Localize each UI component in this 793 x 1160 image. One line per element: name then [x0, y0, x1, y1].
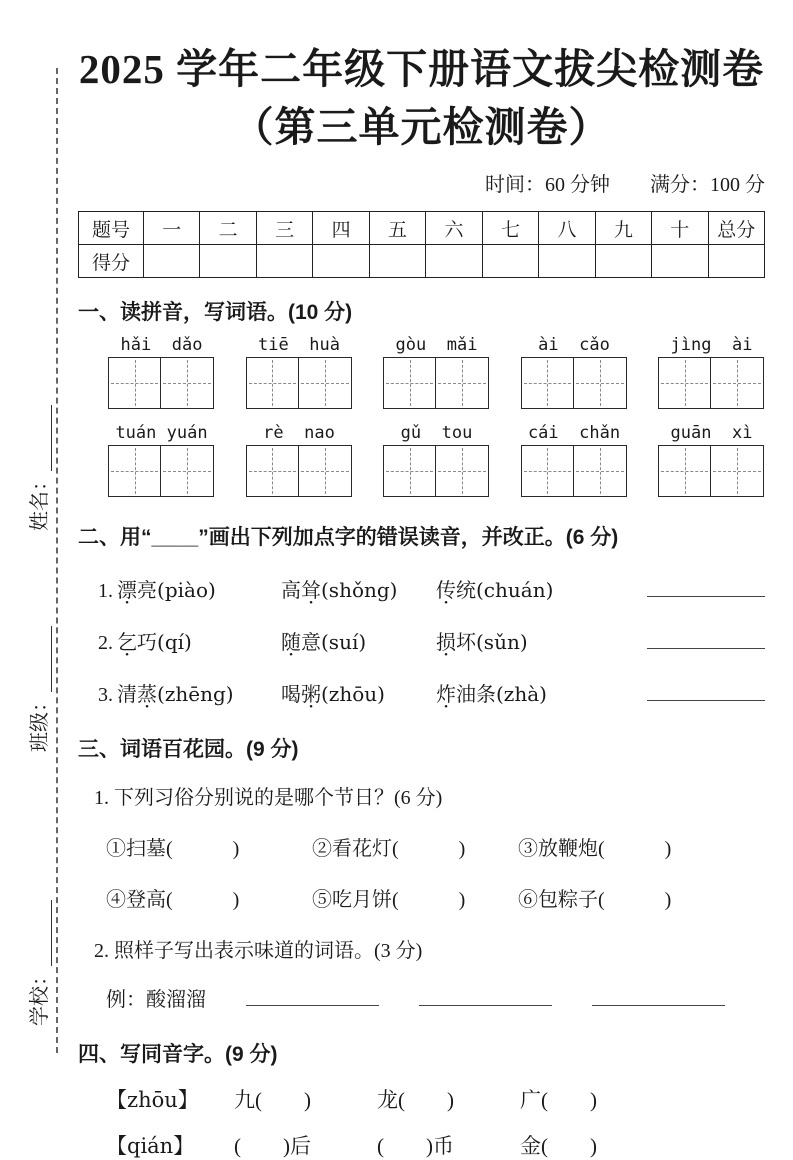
word-entry: 高耸(shǒng) [281, 578, 398, 603]
score-header-cell: 八 [539, 212, 595, 245]
homophone-row-zhou [78, 1084, 765, 1114]
class-fill-line[interactable] [30, 626, 52, 692]
score-entry-cell[interactable] [313, 245, 369, 278]
writing-grid [108, 445, 215, 497]
pinyin-label: guān xì [670, 423, 753, 444]
pinyin-reading: (zhà) [496, 682, 547, 707]
class-field [23, 626, 52, 752]
score-entry-cell[interactable] [144, 245, 200, 278]
dotted-char: 随 [281, 632, 301, 655]
misreading-item-2 [78, 626, 765, 655]
score-header-cell: 四 [313, 212, 369, 245]
score-header-cell: 二 [200, 212, 256, 245]
score-entry-cell[interactable] [256, 245, 312, 278]
score-entry-cell[interactable] [708, 245, 764, 278]
writing-cell[interactable] [521, 357, 574, 409]
score-header-cell: 总分 [708, 212, 764, 245]
pinyin-word-group [108, 335, 215, 409]
writing-cell[interactable] [436, 357, 489, 409]
writing-cell[interactable] [246, 357, 299, 409]
festival-options-row-2 [78, 883, 765, 912]
writing-cell[interactable] [658, 357, 711, 409]
writing-cell[interactable] [299, 357, 352, 409]
word-entry: 喝粥(zhōu) [281, 682, 385, 707]
pinyin-label: hǎi dǎo [120, 335, 203, 356]
homophone-pinyin-label: 【qián】 [106, 1134, 195, 1159]
festival-options-row-1 [78, 832, 765, 861]
word-entry: 损坏(sǔn) [436, 630, 528, 655]
pinyin-word-group [658, 335, 765, 409]
writing-cell[interactable] [383, 357, 436, 409]
school-fill-line[interactable] [30, 900, 52, 966]
writing-cell[interactable] [299, 445, 352, 497]
score-header-cell: 三 [256, 212, 312, 245]
pinyin-reading: (zhēng) [157, 682, 234, 707]
dotted-char: 损 [436, 632, 456, 655]
paper-content [78, 40, 765, 1160]
homophone-item: 广( ) [520, 1088, 597, 1113]
paper-title-line1: 2025 学年二年级下册语文拔尖检测卷 [78, 46, 765, 92]
writing-grid [521, 445, 628, 497]
writing-grid [658, 357, 765, 409]
section-3-question-1: 1. 下列习俗分别说的是哪个节日？(6 分) [94, 787, 443, 810]
correction-blank[interactable] [647, 679, 765, 701]
seal-line [56, 68, 58, 1053]
pinyin-reading: (piào) [157, 578, 216, 603]
festival-option: ③放鞭炮( ) [518, 838, 672, 861]
name-field [23, 405, 52, 531]
item-number: 3. [98, 684, 113, 707]
dotted-char: 炸 [436, 684, 456, 707]
pinyin-reading: (qí) [157, 630, 192, 655]
pinyin-word-group [383, 335, 490, 409]
section-2-heading: 二、用“____”画出下列加点字的错误读音，并改正。(6 分) [78, 526, 619, 550]
taste-words-example-row [78, 983, 765, 1012]
score-header-cell: 十 [652, 212, 708, 245]
writing-grid [383, 357, 490, 409]
score-table-header-row [79, 212, 765, 245]
section-3-heading: 三、词语百花园。(9 分) [78, 738, 299, 762]
dotted-char: 漂 [117, 580, 138, 603]
score-header-cell: 五 [369, 212, 425, 245]
class-label: 班级： [29, 692, 51, 752]
pinyin-word-group [246, 423, 353, 497]
writing-cell[interactable] [161, 357, 214, 409]
score-table-score-row [79, 245, 765, 278]
festival-option: ②看花灯( ) [312, 838, 466, 861]
writing-grid [246, 357, 353, 409]
misreading-item-1 [78, 574, 765, 603]
score-entry-cell[interactable] [369, 245, 425, 278]
time-score-meta: 时间：60 分钟 满分：100 分 [485, 174, 765, 197]
writing-cell[interactable] [574, 357, 627, 409]
correction-blank[interactable] [647, 627, 765, 649]
section-1-heading: 一、读拼音，写词语。(10 分) [78, 301, 353, 325]
score-entry-cell[interactable] [426, 245, 482, 278]
word-entry: 2. 乞巧(qí) [98, 630, 192, 655]
word-entry: 随意(suí) [281, 630, 367, 655]
pinyin-row-1 [78, 335, 765, 409]
word-entry: 传统(chuán) [436, 578, 554, 603]
homophone-row-qian [78, 1130, 765, 1160]
writing-cell[interactable] [711, 357, 764, 409]
dotted-char: 耸 [301, 580, 321, 603]
score-header-cell: 题号 [79, 212, 144, 245]
writing-cell[interactable] [108, 357, 161, 409]
pinyin-label: tuán yuán [115, 423, 208, 444]
item-number: 2. [98, 632, 113, 655]
score-table [78, 211, 765, 278]
pinyin-reading: (chuán) [476, 578, 554, 603]
pinyin-word-group [383, 423, 490, 497]
writing-grid [521, 357, 628, 409]
margin-student-info [10, 338, 52, 1048]
festival-option: ④登高( ) [106, 889, 240, 912]
homophone-pinyin-label: 【zhōu】 [106, 1088, 199, 1113]
pinyin-word-group [658, 423, 765, 497]
score-header-cell: 一 [144, 212, 200, 245]
homophone-item: ( )币 [377, 1134, 454, 1159]
pinyin-label: ài cǎo [538, 335, 610, 356]
dotted-char: 传 [436, 580, 456, 603]
score-entry-cell[interactable] [539, 245, 595, 278]
score-header-cell: 六 [426, 212, 482, 245]
pinyin-reading: (sǔn) [476, 630, 528, 655]
word-entry: 炸油条(zhà) [436, 682, 547, 707]
dotted-char: 粥 [301, 684, 321, 707]
pinyin-word-group [521, 423, 628, 497]
writing-cell[interactable] [521, 445, 574, 497]
writing-cell[interactable] [383, 445, 436, 497]
pinyin-word-group [521, 335, 628, 409]
name-fill-line[interactable] [30, 405, 52, 471]
school-field [23, 900, 52, 1026]
pinyin-label: gòu mǎi [395, 335, 478, 356]
homophone-item: 九( ) [234, 1088, 311, 1113]
pinyin-reading: (shǒng) [321, 578, 398, 603]
writing-grid [108, 357, 215, 409]
correction-blank[interactable] [647, 575, 765, 597]
pinyin-reading: (suí) [321, 630, 367, 655]
pinyin-word-group [246, 335, 353, 409]
writing-cell[interactable] [246, 445, 299, 497]
dotted-char: 乞 [117, 632, 138, 655]
score-entry-cell[interactable] [200, 245, 256, 278]
pinyin-word-group [108, 423, 215, 497]
score-header-cell: 九 [595, 212, 651, 245]
pinyin-label: tiē huà [258, 335, 340, 356]
score-entry-cell[interactable] [482, 245, 538, 278]
festival-option: ⑤吃月饼( ) [312, 889, 466, 912]
answer-blank[interactable] [246, 984, 379, 1006]
writing-cell[interactable] [711, 445, 764, 497]
misreading-item-3 [78, 678, 765, 707]
writing-grid [658, 445, 765, 497]
writing-cell[interactable] [658, 445, 711, 497]
writing-cell[interactable] [436, 445, 489, 497]
example-label: 例：酸溜溜 [106, 989, 206, 1012]
word-entry: 3. 清蒸(zhēng) [98, 682, 234, 707]
homophone-item: 龙( ) [377, 1088, 454, 1113]
name-label: 姓名： [29, 471, 51, 531]
answer-blank[interactable] [419, 984, 552, 1006]
pinyin-label: rè nao [263, 423, 335, 444]
pinyin-label: jìng ài [670, 335, 753, 356]
homophone-item: ( )后 [234, 1134, 311, 1159]
pinyin-reading: (zhōu) [321, 682, 385, 707]
section-4-heading: 四、写同音字。(9 分) [78, 1043, 278, 1067]
homophone-item: 金( ) [520, 1134, 597, 1159]
writing-grid [246, 445, 353, 497]
writing-cell[interactable] [161, 445, 214, 497]
item-number: 1. [98, 580, 113, 603]
score-entry-cell[interactable] [652, 245, 708, 278]
word-entry: 1. 漂亮(piào) [98, 578, 216, 603]
pinyin-label: gǔ tou [400, 423, 473, 444]
writing-cell[interactable] [108, 445, 161, 497]
score-header-cell: 七 [482, 212, 538, 245]
festival-option: ①扫墓( ) [106, 838, 240, 861]
school-label: 学校： [29, 966, 51, 1026]
pinyin-row-2 [78, 423, 765, 497]
score-row-label: 得分 [79, 245, 144, 278]
festival-option: ⑥包粽子( ) [518, 889, 672, 912]
dotted-char: 蒸 [137, 684, 158, 707]
writing-grid [383, 445, 490, 497]
paper-title-line2: （第三单元检测卷） [232, 104, 611, 151]
answer-blank[interactable] [592, 984, 725, 1006]
score-entry-cell[interactable] [595, 245, 651, 278]
pinyin-label: cái chǎn [527, 423, 621, 444]
writing-cell[interactable] [574, 445, 627, 497]
section-3-question-2: 2. 照样子写出表示味道的词语。(3 分) [94, 940, 423, 963]
